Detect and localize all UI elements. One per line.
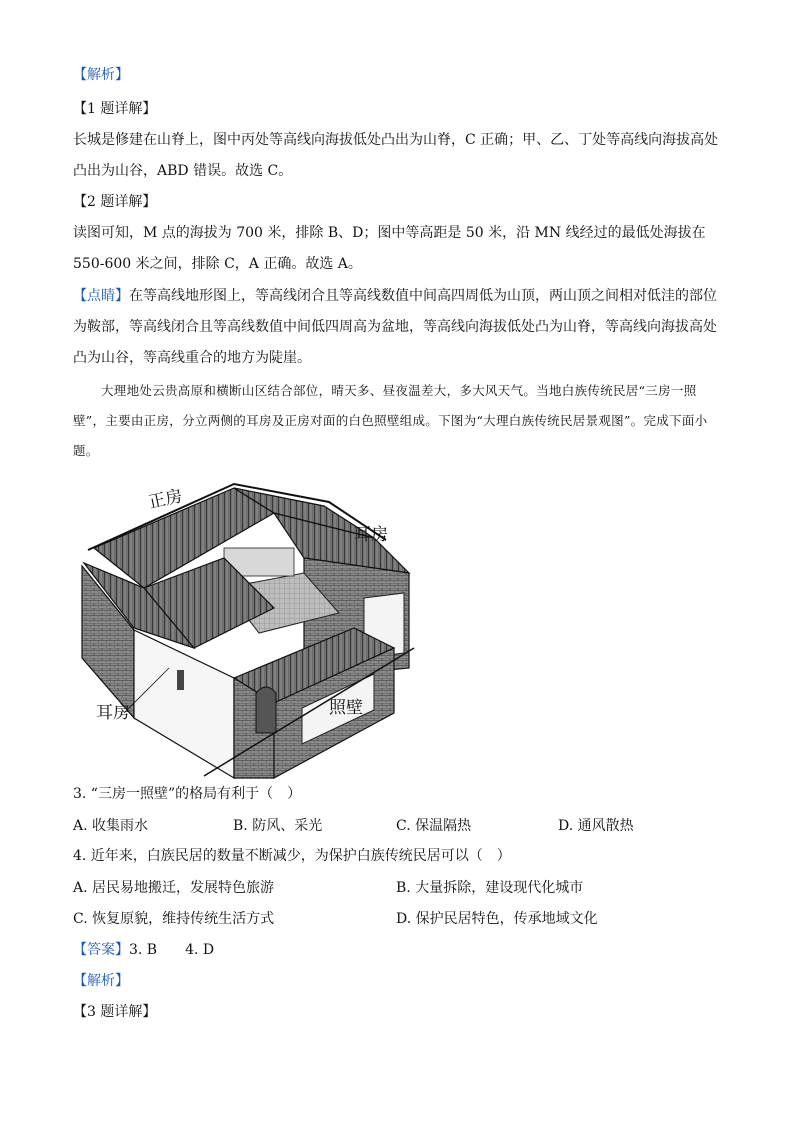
analysis-heading [73,60,723,91]
q2-detail-heading [73,187,723,218]
gate [256,687,276,733]
q4-option-b: B. 大量拆除，建设现代化城市 [396,880,584,896]
q4-option-d: D. 保护民居特色，传承地域文化 [396,911,598,927]
answer-line [73,935,723,966]
q3-detail-heading [73,997,723,1028]
q3-detail-title: 【3 题详解】 [73,1004,157,1020]
window [177,670,184,690]
q4-stem: 4. 近年来，白族民居的数量不断减少，为保护白族传统民居可以（ ） [73,848,511,864]
label-screen-wall: 照壁 [329,698,363,718]
tips-paragraph [73,281,723,374]
q2-detail-title: 【2 题详解】 [73,194,157,210]
answer-tag: 【答案】 [73,942,129,958]
answer-text: 3. B 4. D [129,942,215,958]
analysis-tag: 【解析】 [73,67,129,83]
label-right-side-house: 耳房 [354,525,388,545]
q1-detail-title: 【1 题详解】 [73,101,157,117]
tips-tag: 【点睛】 [73,288,129,304]
q2-detail-text: 读图可知，M 点的海拔为 700 米，排除 B、D；图中等高距是 50 米，沿 MN 线经过的最低处海拔在 550-600 米之间，排除 C，A 正确。故选 A。 [73,225,706,272]
label-left-side-house: 耳房 [96,703,130,723]
analysis-tag-2: 【解析】 [73,973,129,989]
bai-dwelling-illustration [74,478,434,782]
q3-option-c: C. 保温隔热 [396,818,472,834]
analysis-heading-2 [73,966,723,997]
label-main-house: 正房 [146,486,185,513]
q4-option-a: A. 居民易地搬迁，发展特色旅游 [73,880,275,896]
material-intro: 大理地处云贵高原和横断山区结合部位，晴天多、昼夜温差大，多大风天气。当地白族传统民居“三房一照壁”，主要由正房，分立两侧的耳房及正房对面的白色照壁组成。下图为“大理白族传统民居景观图”。完成下面小题。 [73,383,708,458]
q3-stem: 3. “三房一照壁”的格局有利于（ ） [73,786,302,802]
q3-option-b: B. 防风、采光 [233,818,323,834]
q1-detail-heading [73,94,723,125]
tips-text: 在等高线地形图上，等高线闭合且等高线数值中间高四周低为山顶，两山顶之间相对低洼的部位为鞍部，等高线闭合且等高线数值中间低四周高为盆地，等高线向海拔低处凸为山脊，等高线向海拔高处凸为山谷，等高线重合的地方为陡崖。 [73,288,717,366]
screen-wall [234,628,394,778]
q1-detail-text: 长城是修建在山脊上，图中丙处等高线向海拔低处凸出为山脊，C 正确；甲、乙、丁处等高线向海拔高处凸出为山谷，ABD 错误。故选 C。 [73,132,719,179]
q3-option-d: D. 通风散热 [558,818,634,834]
q4-option-c: C. 恢复原貌，维持传统生活方式 [73,911,275,927]
q3-option-a: A. 收集雨水 [73,818,149,834]
